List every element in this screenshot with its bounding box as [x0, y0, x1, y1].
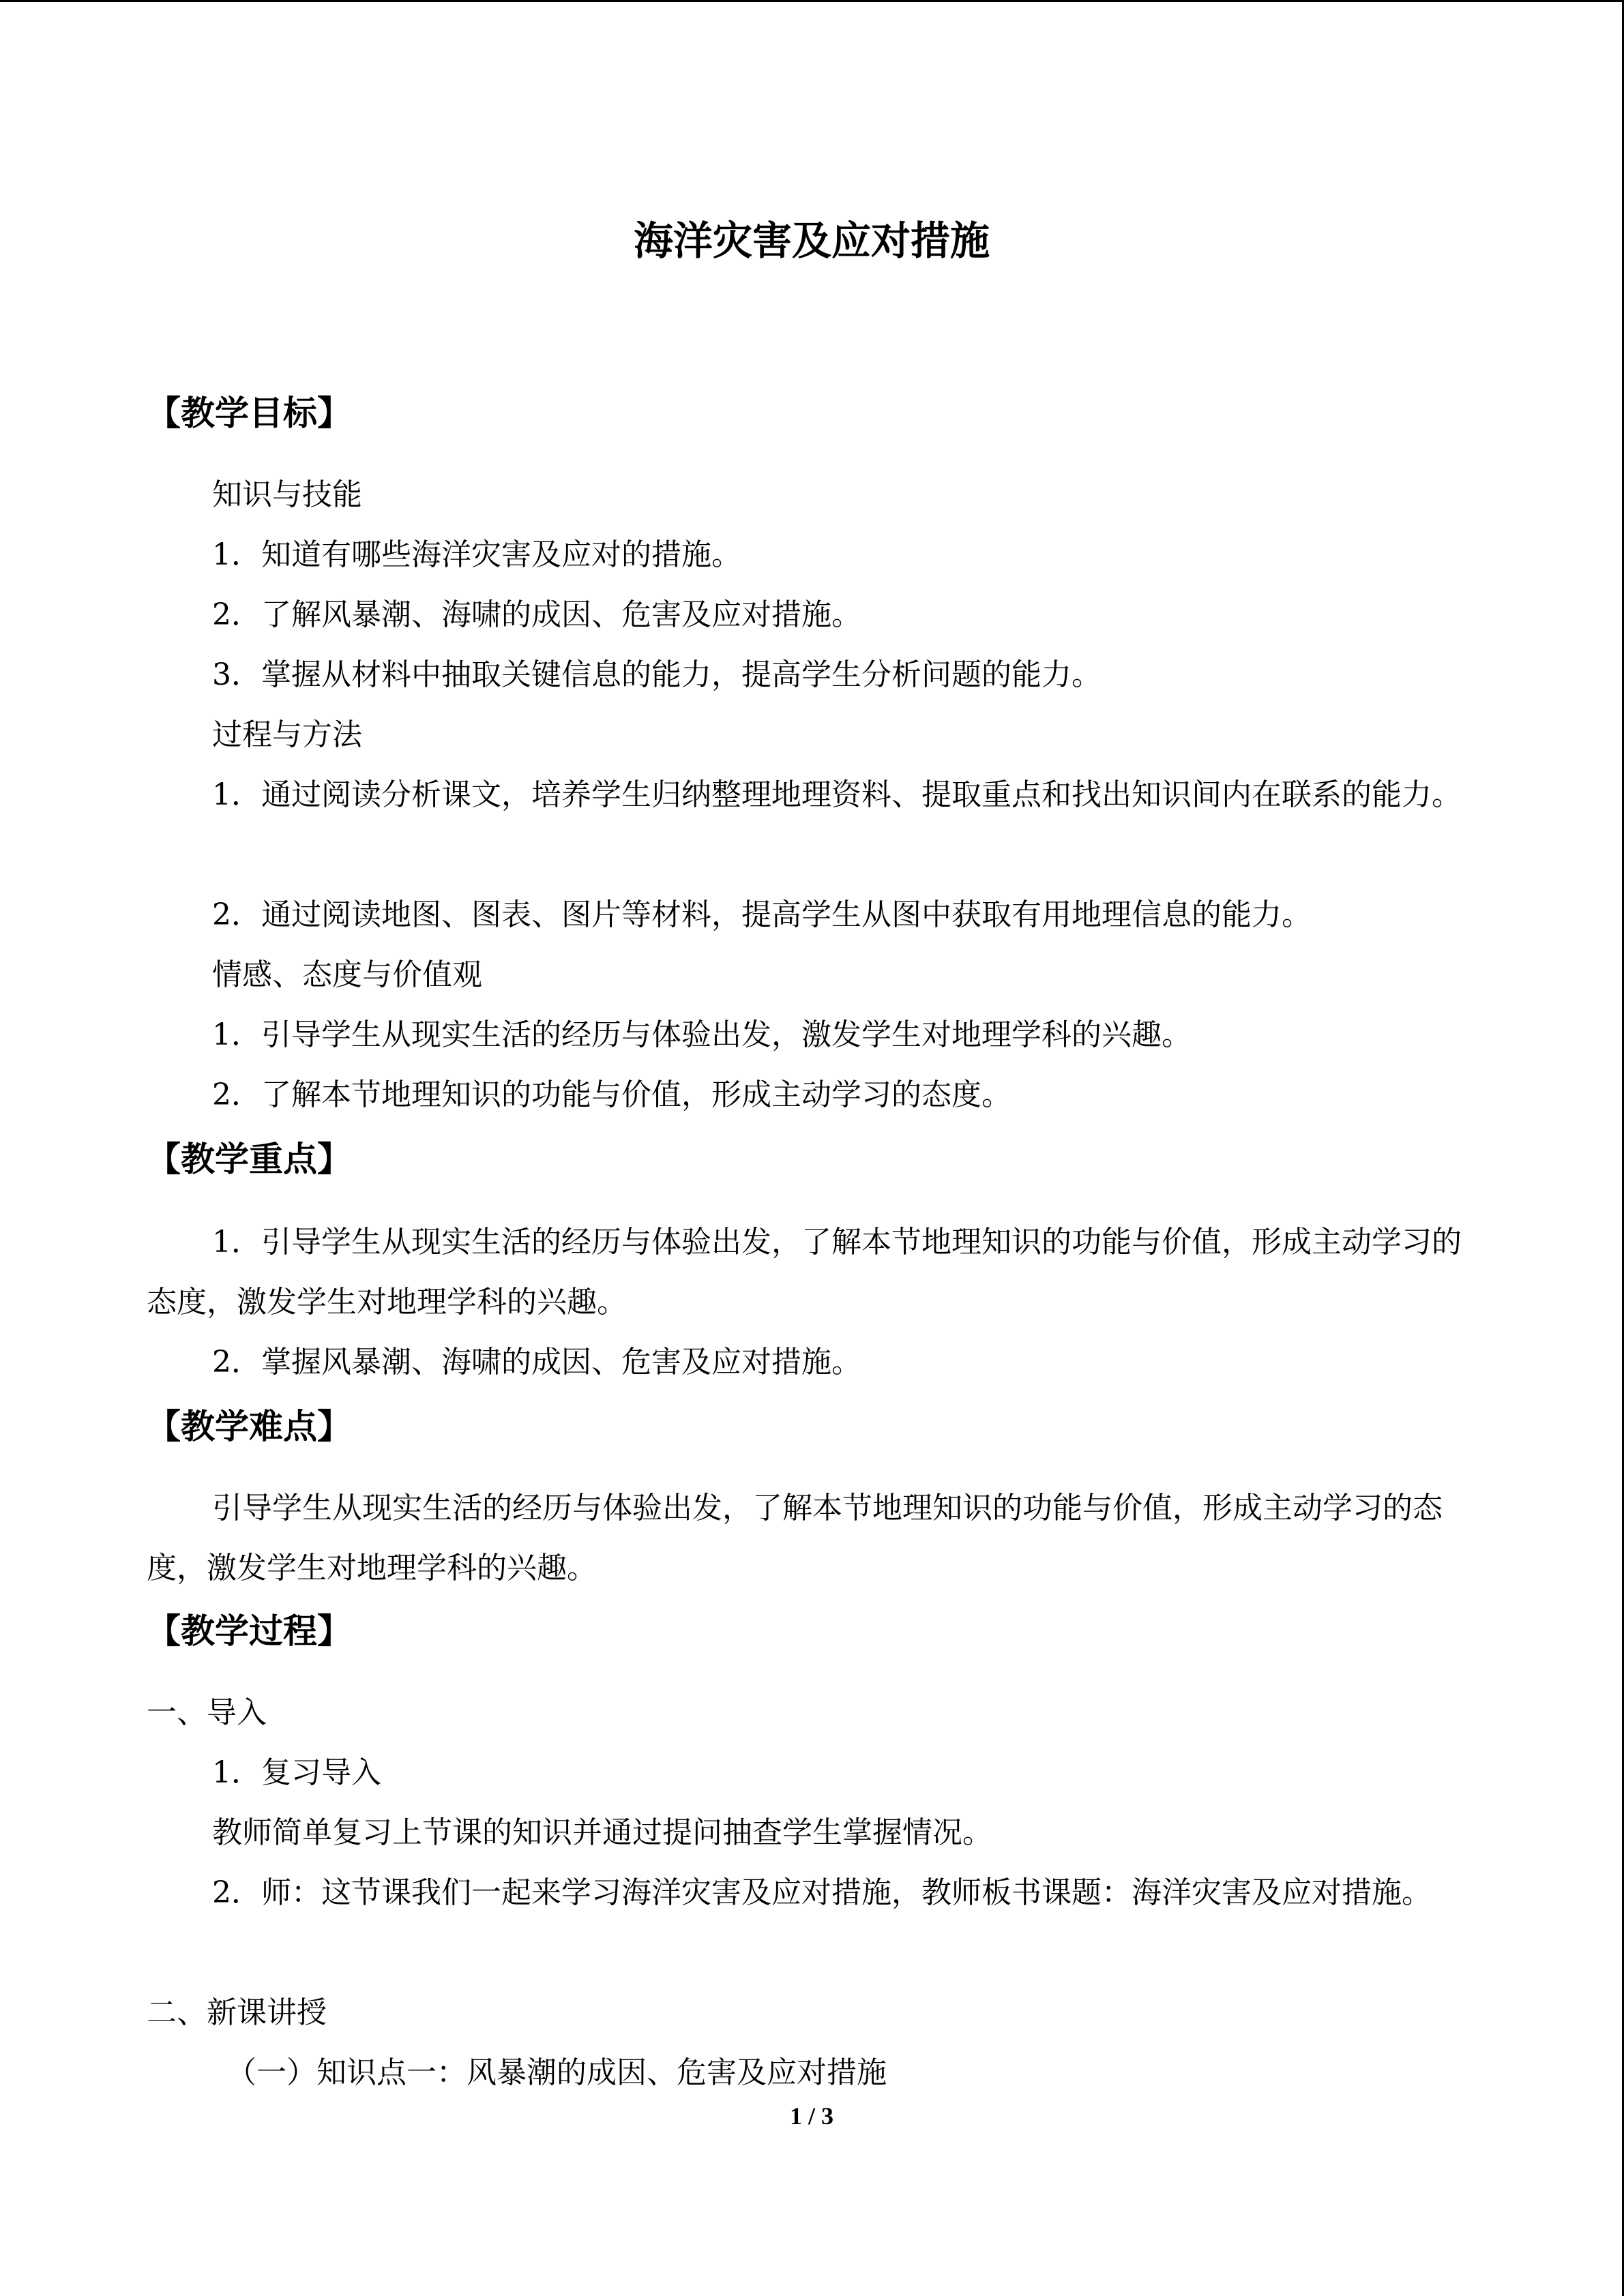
subheading-knowledge-skills: 知识与技能: [212, 477, 362, 512]
process-step-teacher-intro: 2．师：这节课我们一起来学习海洋灾害及应对措施，教师板书课题：海洋灾害及应对措施。: [212, 1875, 1432, 1910]
goal-knowledge-3: 3．掌握从材料中抽取关键信息的能力，提高学生分析问题的能力。: [212, 657, 1102, 692]
section-heading-goals: 【教学目标】: [147, 393, 351, 433]
goal-method-1: 1．通过阅读分析课文，培养学生归纳整理地理资料、提取重点和找出知识间内在联系的能力。: [212, 777, 1462, 812]
goal-method-2: 2．通过阅读地图、图表、图片等材料，提高学生从图中获取有用地理信息的能力。: [212, 897, 1312, 932]
subheading-process-method: 过程与方法: [212, 717, 362, 752]
key-point-1: 1．引导学生从现实生活的经历与体验出发，了解本节地理知识的功能与价值，形成主动学习的态度，激发学生对地理学科的兴趣。: [147, 1225, 1462, 1320]
goal-knowledge-2: 2．了解风暴潮、海啸的成因、危害及应对措施。: [212, 597, 861, 632]
goal-knowledge-1: 1．知道有哪些海洋灾害及应对的措施。: [212, 537, 741, 572]
process-knowledge-point-1: （一）知识点一：风暴潮的成因、危害及应对措施: [226, 2055, 887, 2090]
document-title: 海洋灾害及应对措施: [633, 218, 990, 264]
process-step-review-title: 1．复习导入: [212, 1755, 381, 1790]
section-heading-process: 【教学过程】: [147, 1611, 351, 1651]
page-border-top: [0, 0, 1624, 2]
goal-emotion-1: 1．引导学生从现实生活的经历与体验出发，激发学生对地理学科的兴趣。: [212, 1017, 1192, 1052]
key-point-2: 2．掌握风暴潮、海啸的成因、危害及应对措施。: [212, 1345, 861, 1380]
goal-emotion-2: 2．了解本节地理知识的功能与价值，形成主动学习的态度。: [212, 1077, 1012, 1112]
section-heading-difficult-points: 【教学难点】: [147, 1407, 351, 1446]
process-step-new-lesson: 二、新课讲授: [147, 1995, 327, 2030]
page-number: 1 / 3: [789, 2102, 833, 2130]
section-heading-key-points: 【教学重点】: [147, 1139, 351, 1179]
process-step-intro: 一、导入: [147, 1695, 267, 1730]
process-step-review-text: 教师简单复习上节课的知识并通过提问抽查学生掌握情况。: [212, 1815, 992, 1850]
difficult-point-1: 引导学生从现实生活的经历与体验出发，了解本节地理知识的功能与价值，形成主动学习的态度，激发学生对地理学科的兴趣。: [147, 1491, 1443, 1585]
subheading-emotion-values: 情感、态度与价值观: [212, 957, 482, 992]
